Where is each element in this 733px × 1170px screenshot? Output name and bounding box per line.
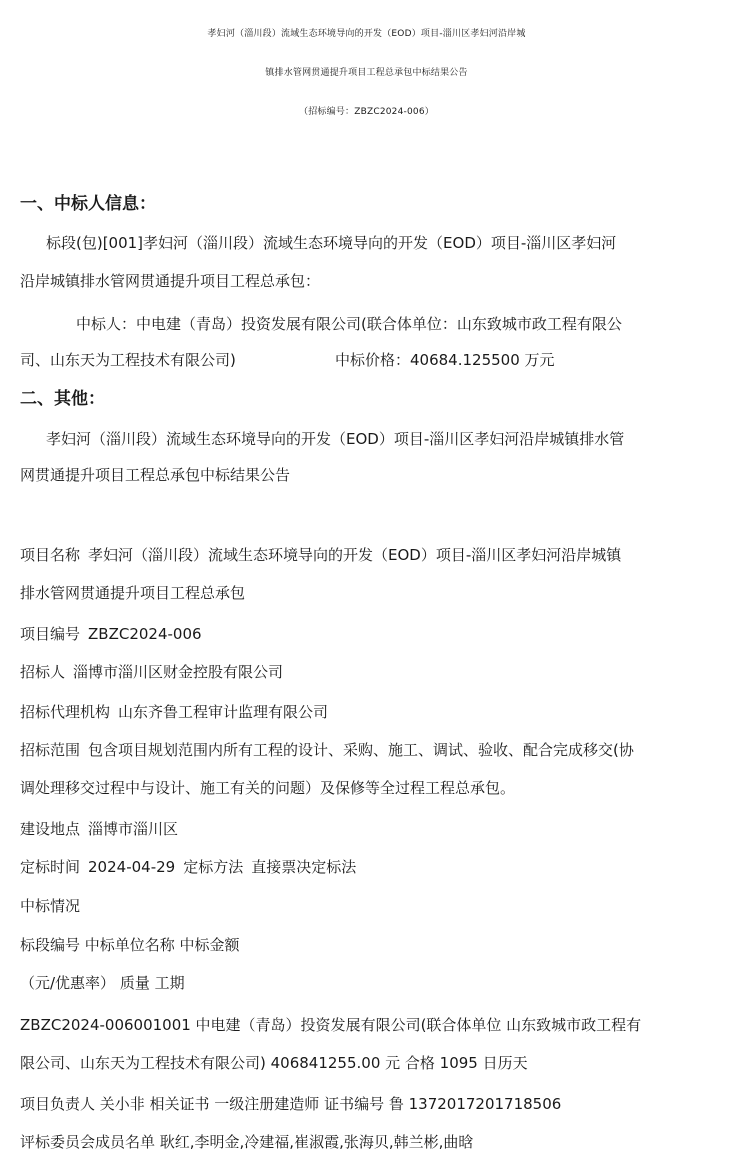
location-label: 建设地点 <box>20 820 81 838</box>
award-time-label: 定标时间 <box>20 858 81 876</box>
scope-value: 包含项目规划范围内所有工程的设计、采购、施工、调试、验收、配合完成移交(协 <box>88 741 634 759</box>
award-method-label: 定标方法 <box>183 858 244 876</box>
agency-row <box>20 702 328 722</box>
lot-line-2: 沿岸城镇排水管网贯通提升项目工程总承包： <box>20 272 321 290</box>
scope-label: 招标范围 <box>20 741 81 759</box>
award-time-row <box>20 857 356 877</box>
tenderer-row <box>20 662 283 682</box>
result-label: 中标情况 <box>20 897 81 915</box>
title-line-2: 镇排水管网贯通提升项目工程总承包中标结果公告 <box>265 68 468 78</box>
agency-label: 招标代理机构 <box>20 703 111 721</box>
agency-value: 山东齐鲁工程审计监理有限公司 <box>118 703 329 721</box>
project-name-label: 项目名称 <box>20 546 81 564</box>
location-value: 淄博市淄川区 <box>88 820 179 838</box>
project-name-row <box>20 545 621 565</box>
project-number-label: 项目编号 <box>20 625 81 643</box>
other-para-line-1: 孝妇河（淄川段）流域生态环境导向的开发（EOD）项目-淄川区孝妇河沿岸城镇排水管 <box>46 430 625 448</box>
result-row-line-2: 限公司、山东天为工程技术有限公司) 406841255.00 元 合格 1095 日历天 <box>20 1054 528 1072</box>
award-time-value: 2024-04-29 <box>88 858 176 876</box>
tenderer-label: 招标人 <box>20 663 66 681</box>
project-number-value: ZBZC2024-006 <box>88 625 202 643</box>
committee-members-line: 评标委员会成员名单 耿红,李明金,冷建福,崔淑霞,张海贝,韩兰彬,曲晗 <box>20 1133 474 1151</box>
lot-line-1: 标段(包)[001]孝妇河（淄川段）流域生态环境导向的开发（EOD）项目-淄川区孝妇河 <box>46 234 617 252</box>
winning-price: 中标价格：40684.125500 万元 <box>335 351 555 369</box>
tenderer-value: 淄博市淄川区财金控股有限公司 <box>73 663 284 681</box>
winner-line-1: 中标人：中电建（青岛）投资发展有限公司(联合体单位：山东致城市政工程有限公 <box>76 315 622 333</box>
result-row-line-1: ZBZC2024-006001001 中电建（青岛）投资发展有限公司(联合体单位 山东致城市政工程有 <box>20 1016 642 1034</box>
scope-line-2: 调处理移交过程中与设计、施工有关的问题）及保修等全过程工程总承包。 <box>20 779 516 797</box>
tender-number-title: （招标编号：ZBZC2024-006） <box>299 107 434 117</box>
project-name-value: 孝妇河（淄川段）流域生态环境导向的开发（EOD）项目-淄川区孝妇河沿岸城镇 <box>88 546 622 564</box>
scope-row <box>20 740 634 760</box>
section-2-heading: 二、其他： <box>20 389 105 409</box>
winner-line-2: 司、山东天为工程技术有限公司) <box>20 351 236 369</box>
project-name-line-2: 排水管网贯通提升项目工程总承包 <box>20 584 246 602</box>
location-row <box>20 819 178 839</box>
title-line-1: 孝妇河（淄川段）流域生态环境导向的开发（EOD）项目-淄川区孝妇河沿岸城 <box>207 29 526 39</box>
result-table-header-line-2: （元/优惠率） 质量 工期 <box>20 974 185 992</box>
other-para-line-2: 网贯通提升项目工程总承包中标结果公告 <box>20 466 291 484</box>
award-method-value: 直接票决定标法 <box>251 858 357 876</box>
result-table-header-line-1: 标段编号 中标单位名称 中标金额 <box>20 936 240 954</box>
section-1-heading: 一、中标人信息： <box>20 194 156 214</box>
project-number-row <box>20 624 202 644</box>
project-manager-line: 项目负责人 关小非 相关证书 一级注册建造师 证书编号 鲁 1372017201718506 <box>20 1095 562 1113</box>
